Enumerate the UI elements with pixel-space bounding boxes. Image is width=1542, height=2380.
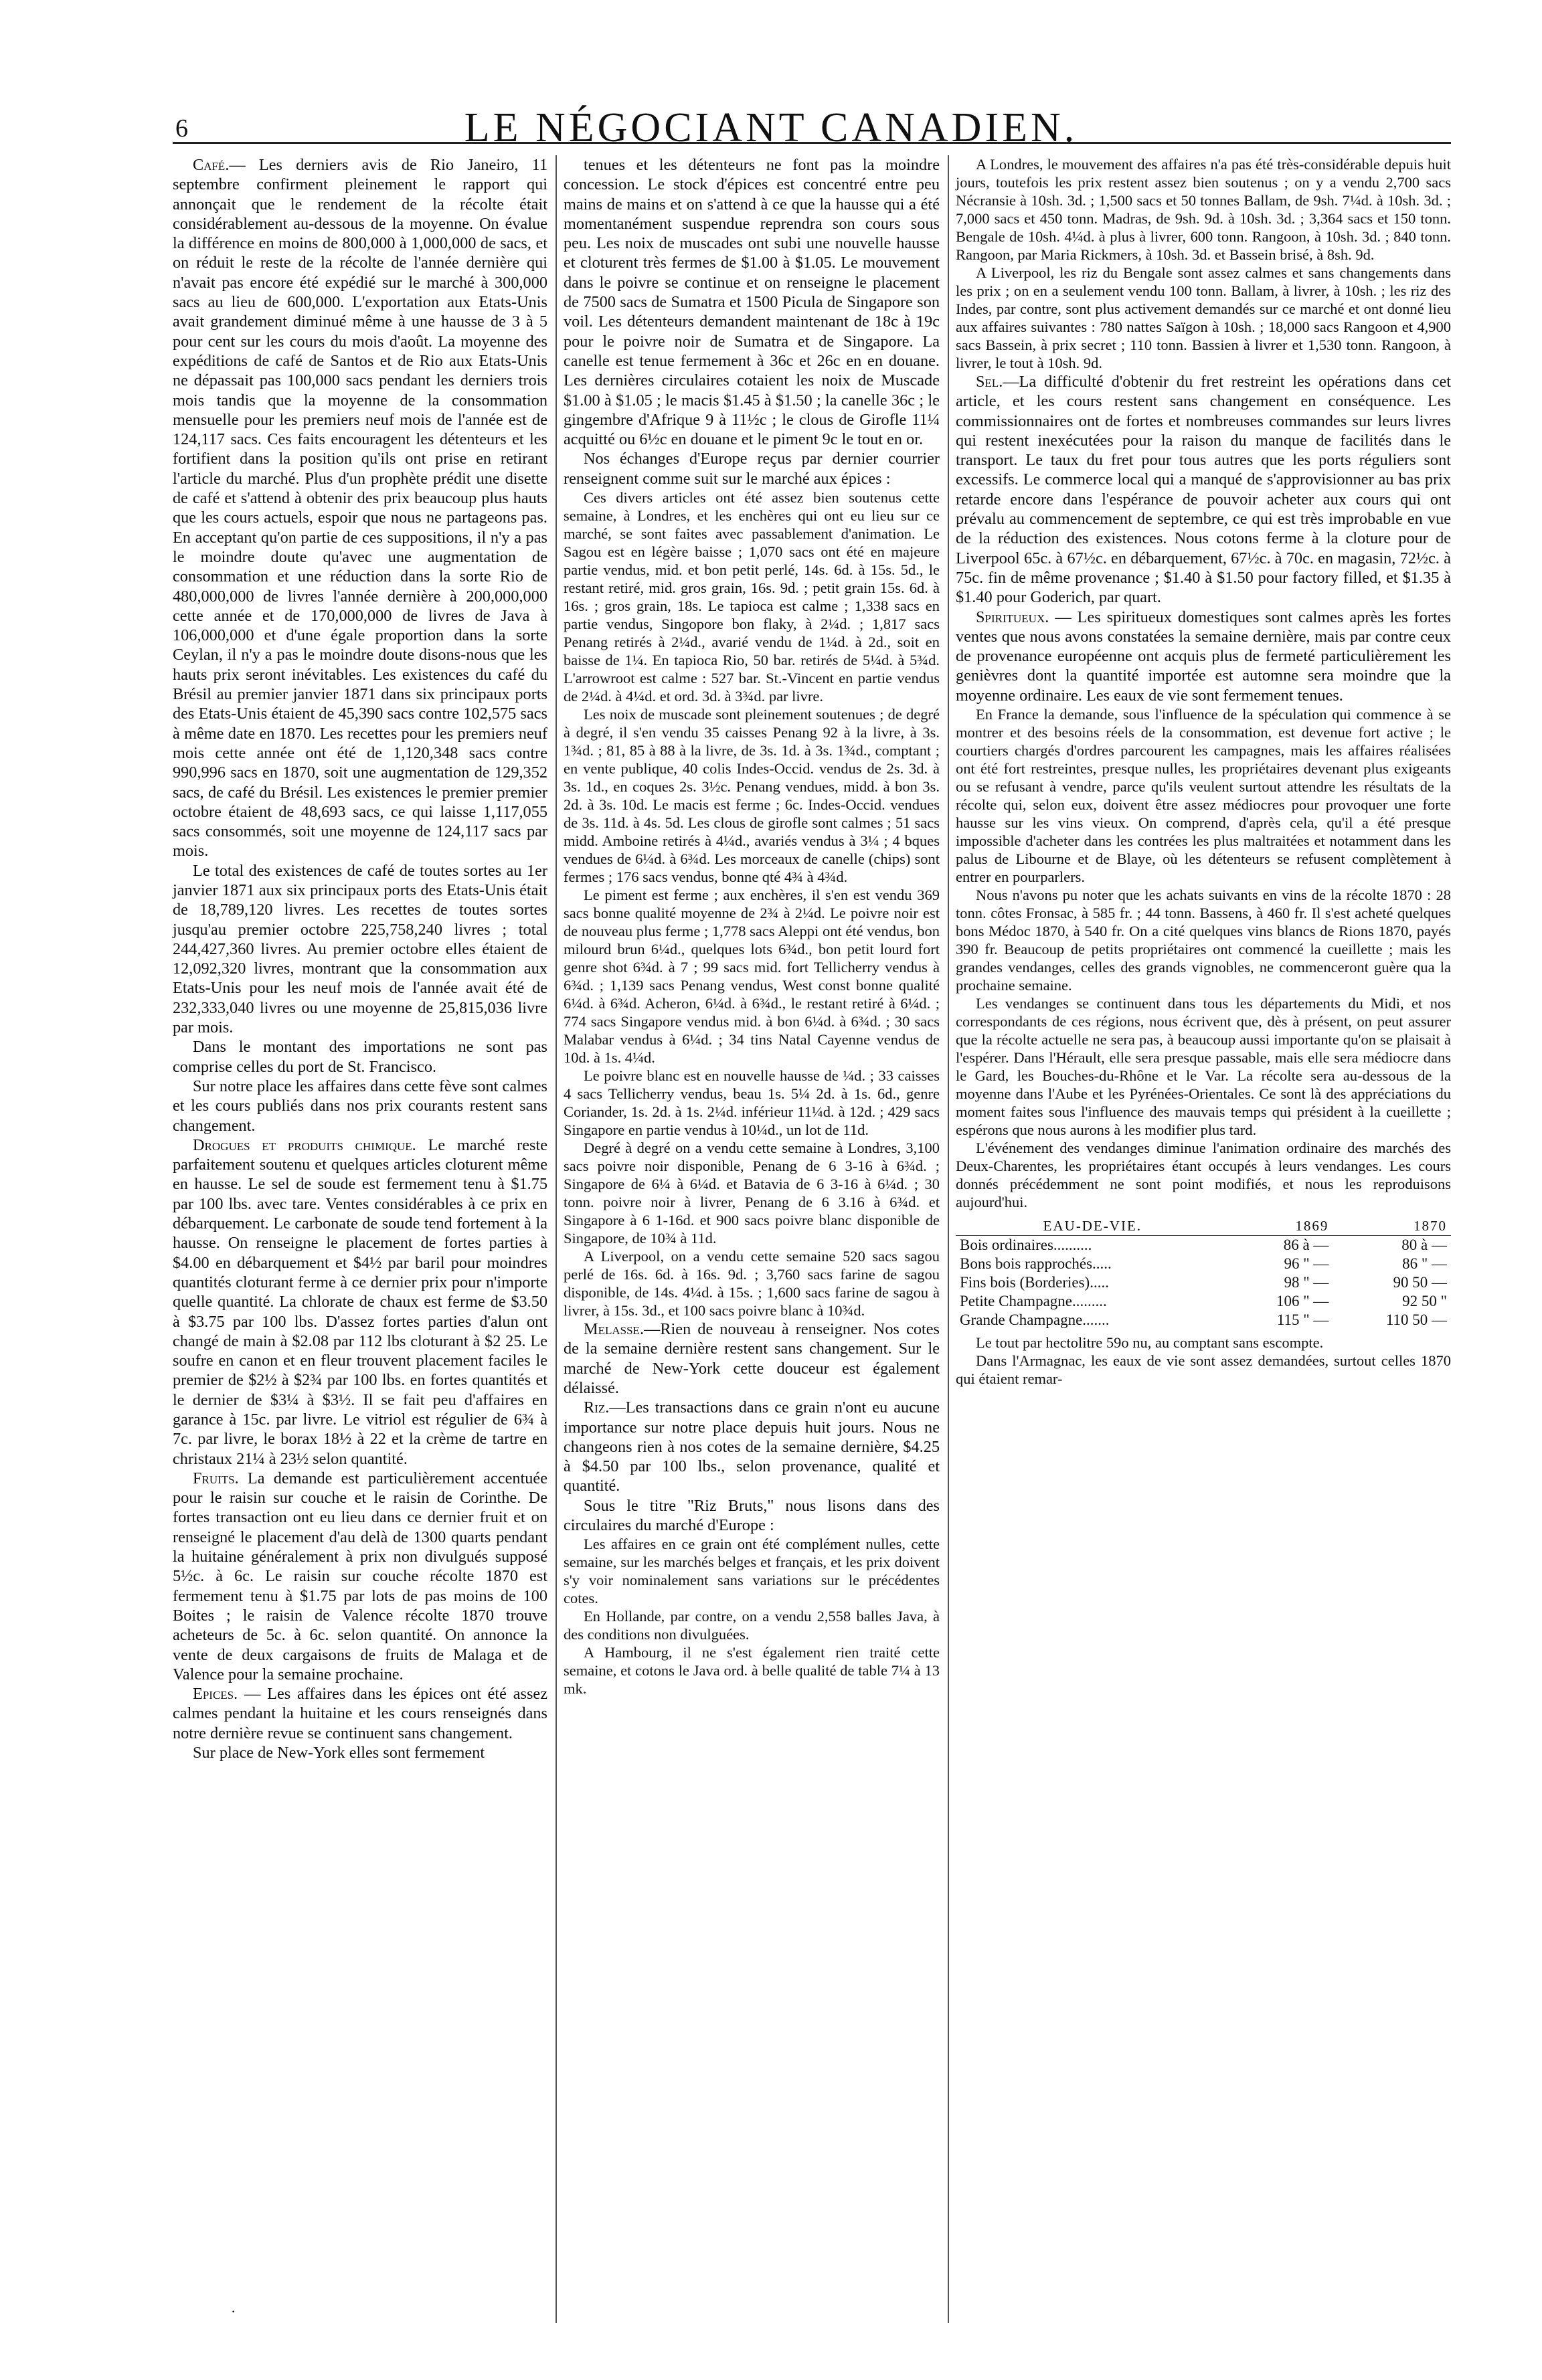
paragraph [956, 1334, 1451, 1352]
table-cell-v1: 96 " — [1284, 1255, 1329, 1273]
paragraph-text: tenues et les détenteurs ne font pas la moindre concession. Le stock d'épices est concentré entre peu mains de mains et on s'attend à ce que la hausse qui a été momentanément suspendue reprendra son cours sous peu. Les noix de muscades ont subi une nouvelle hausse et cloturent très fermes de $1.00 à $1.05. Le mouvement dans le poivre se continue et on renseigne le placement de 7500 sacs de Sumatra et 1500 Picula de Singapore son voil. Les détenteurs demandent maintenant de 18c à 19c pour le poivre noir de Sumatra et de Singapore. La canelle est tenue fermement à 36c et 26c en en douane. Les dernières circulaires cotaient les noix de Muscade $1.00 à $1.05 ; le macis $1.45 à $1.50 ; la canelle 36c ; le gingembre d'Afrique 9 à 11½c ; le clous de Girofle 11¼ acquitté ou 6½c en douane et le piment 9c le tout en or. [564, 156, 940, 449]
table-cell-v1: 106 " — [1276, 1293, 1329, 1310]
paragraph-text: Nous n'avons pu noter que les achats suivants en vins de la récolte 1870 : 28 tonn. côtes Fronsac, à 585 fr. ; 44 tonn. Bassens, à 460 fr. Il s'est acheté quelques bons Médoc 1870, à 540 fr. On a cité quelques vins blancs de Rions 1870, payés 390 fr. Beaucoup de petits propriétaires ont commencé la cueillette ; mais les grandes vendanges, celles des grands vignobles, ne commenceront guère qua la prochaine semaine. [956, 887, 1451, 994]
paragraph-text: —La difficulté d'obtenir du fret restreint les opérations dans cet article, et les cours restent sans changement en conséquence. Les commissionnaires ont de fortes et nombreuses commandes sur leurs livres qui restent inexécutées pour la raison du manque de facilités dans le transport. Le taux du fret pour tous autres que les ports réguliers sont excessifs. Le commerce local qui a manqué de s'approvisionner au bas prix retarde encore dans l'espérance de pouvoir acheter aux cours qui ont prévalu au commencement de septembre, ce qui est très improbable en vue de la réduction des existences. Nous cotons ferme à la cloture pour de Liverpool 65c. à 67½c. en débarquement, 67½c. à 70c. en magasin, 72½c. à 75c. fin de même provenance ; $1.40 à $1.50 pour factory filled, et $1.35 à $1.40 pour Goderich, par quart. [956, 373, 1451, 607]
paragraph-text: Sous le titre "Riz Bruts," nous lisons dans des circulaires du marché d'Europe : [564, 1496, 940, 1535]
section-heading: Spiritueux. [976, 608, 1049, 626]
paragraph [956, 705, 1451, 886]
paragraph [173, 1469, 547, 1684]
table-cell-name: Fins bois (Borderies)..... [960, 1274, 1109, 1291]
paragraph-text: Le poivre blanc est en nouvelle hausse de ¼d. ; 33 caisses 4 sacs Tellicherry vendus, beau 1s. 5¼ 2d. à 1s. 6d., genre Coriander, 1s. 2d. à 1s. 2¼d. inférieur 11¼d. à 12d. ; 429 sacs Singapore en partie vendus à 10¼d., un lot de 11d. [564, 1067, 940, 1139]
paragraph-text: —Rien de nouveau à renseigner. Nos cotes de la semaine dernière restent sans changement. Sur le marché de New-York cette douceur est également délaissé. [564, 1320, 940, 1397]
paragraph-text: — Les derniers avis de Rio Janeiro, 11 septembre confirment pleinement le rapport qui annonçait que le rendement de la récolte était considérablement au-dessous de la moyenne. On évalue la différence en moins de 800,000 à 1,000,000 de sacs, et on réduit le reste de la récolte de l'année dernière qui n'avait pas encore été expédié sur le marché à 300,000 sacs au lieu de 600,000. L'exportation aux Etats-Unis avait grandement diminué même à une hausse de 3 à 5 pour cent sur les cours du mois d'août. La moyenne des expéditions de café de Santos et de Rio aux Etats-Unis ne dépassait pas 100,000 sacs pendant les derniers trois mois tandis que la moyenne de la consommation mensuelle pour les premiers neuf mois de l'année est de 124,117 sacs. Ces faits encouragent les détenteurs et les fortifient dans la position qu'ils ont prise en retirant l'article du marché. Plus d'un prophète prédit une disette de café et s'attend à obtenir des prix beaucoup plus hauts que les cours actuels, espoir que nous ne partageons pas. En acceptant qu'on partie de ces suppositions, il n'y a pas le moindre doute qu'avec une augmentation de consommation et une réduction dans la sorte Rio de 480,000,000 de livres l'année dernière à 200,000,000 cette année et de 170,000,000 de livres de Java à 106,000,000 et d'une égale proportion dans la sorte Ceylan, il n'y a pas le moindre doute disons-nous que les hauts prix seront inévitables. Les existences du café du Brésil au premier janvier 1871 dans six principaux ports des Etats-Unis étaient de 45,390 sacs contre 102,575 sacs à même date en 1870. Les recettes pour les premiers neuf mois cette année ont été de 1,120,348 sacs contre 990,996 sacs en 1870, soit une augmentation de 129,352 sacs, de café du Brésil. Les existences le premier premier octobre étaient de 48,693 sacs, ce qui laisse 1,117,055 sacs consommés, soit une moyenne de 124,117 sacs par mois. [173, 156, 547, 860]
paragraph [564, 1398, 940, 1495]
section-heading: Sel. [976, 373, 1003, 391]
stray-mark: · [231, 2303, 236, 2320]
table-cell-name: Petite Champagne......... [960, 1293, 1107, 1310]
paragraph [564, 705, 940, 886]
paragraph-text: — Les affaires dans les épices ont été assez calmes pendant la huitaine et les cours renseignés dans notre dernière revue se continuent sans changement. [173, 1685, 547, 1742]
paragraph-text: Sur notre place les affaires dans cette fève sont calmes et les cours publiés dans nos prix courants restent sans changement. [173, 1077, 547, 1135]
section-heading: Fruits. [193, 1469, 239, 1487]
paragraph-text: Le tout par hectolitre 59o nu, au comptant sans escompte. [976, 1334, 1324, 1352]
table-cell-v1: 115 " — [1276, 1311, 1329, 1329]
paragraph-text: A Liverpool, on a vendu cette semaine 520 sacs sagou perlé de 16s. 6d. à 16s. 9d. ; 3,760 sacs farine de sagou disponible, de 14s. 4¼d. à 15s. ; 1,600 sacs farine de sagou à livrer, à 15s. 3d., et 100 sacs poivre blanc à 10¾d. [564, 1248, 940, 1319]
paragraph [564, 449, 940, 488]
paragraph-text: A Liverpool, les riz du Bengale sont assez calmes et sans changements dans les prix ; on en a seulement vendu 100 tonn. Ballam, à livrer, à 10sh. ; les riz des Indes, par contre, sont plus activement demandés sur ce marché et ont donné lieu aux affaires suivantes : 780 nattes Saïgon à 10sh. ; 18,000 sacs Rangoon et 4,900 sacs Bassein, à prix secret ; 110 tonn. Bassien à livrer et 1,530 tonn. Rangoon, à livrer, le tout à 10sh. 9d. [956, 264, 1451, 371]
table-header-year2: 1870 [1333, 1216, 1451, 1236]
paragraph [564, 1067, 940, 1139]
paragraph-text: Les vendanges se continuent dans tous les départements du Midi, et nos correspondants de ces régions, nous écrivent que, dès à présent, on peut assurer que la récolte actuelle ne sera pas, à beaucoup aussi importante qu'on se plaisait à l'espérer. Dans l'Hérault, elle sera presque passable, mais elle sera médiocre dans le Gard, les Bouches-du-Rhône et le Var. La récolte sera au-dessous de la moyenne dans l'Aube et les Pyrénées-Orientales. Ce sont là des appréciations du moment faites sous l'influence des mauvais temps qui président à la cueillette ; espérons que nous aurons à les modifier plus tard. [956, 995, 1451, 1139]
paragraph-text: En France la demande, sous l'influence de la spéculation qui commence à se montrer et des besoins réels de la consommation, est devenue fort active ; le courtiers chargés d'ordres parcourent les campagnes, mais les affaires réalisées ont été fort restreintes, presque nulles, les propriétaires devenant plus exigeants ou se refusant à vendre, parce qu'ils veulent surtout attendre les résultats de la récolte qui, selon eux, doivent être assez médiocres pour provoquer une forte hausse sur les vins vieux. On comprend, d'après cela, qu'il a été presque impossible d'acheter dans les contrées les plus maltraitées et notamment dans les palus de Libourne et de Blaye, où les détenteurs se refusent complètement à entrer en pourparlers. [956, 706, 1451, 886]
paragraph [956, 264, 1451, 372]
paragraph-text: L'événement des vendanges diminue l'animation ordinaire des marchés des Deux-Charentes, les propriétaires étant occupés à leurs vendanges. Les cours donnés précédemment ne sont point modifiés, et nous les reproduisons aujourd'hui. [956, 1139, 1451, 1211]
table-cell-v2: 80 à — [1401, 1237, 1447, 1254]
paragraph-text: Ces divers articles ont été assez bien soutenus cette semaine, à Londres, et les enchères qui ont eu lieu sur ce marché, se sont faites avec passablement d'animation. Le Sagou est en légère baisse ; 1,070 sacs ont été en majeure partie vendus, mid. et bon petit perlé, 14s. 6d. à 15s. 5d., le restant retiré, mid. gros grain, 16s. 9d. ; petit grain 15s. 6d. à 16s. ; gros grain, 18s. Le tapioca est calme ; 1,338 sacs en partie vendus, Singopore bon flaky, à 2¼d. ; 1,817 sacs Penang retirés à 2¼d., avarié vendu de 1¼d. à 2d., soit en baisse de 1¼. En tapioca Rio, 50 bar. retirés de 5¼d. à 5¾d. L'arrowroot est calme : 527 bar. St.-Vincent en partie vendus de 2¼d. à 4¼d. et ord. 3d. à 3¾d. par livre. [564, 489, 940, 705]
paragraph-text: Dans le montant des importations ne sont pas comprise celles du port de St. Francisco. [173, 1038, 547, 1076]
paragraph-text: Sur place de New-York elles sont fermement [193, 1744, 485, 1762]
paragraph-text: — Les spiritueux domestiques sont calmes après les fortes ventes que nous avons constatées la semaine dernière, mais par contre ceux de provenance européenne ont acquis plus de fermeté particulièrement les genièvres dont la quantité importée est automne sera moindre que la moyenne ordinaire. Les eaux de vie sont fermement tenues. [956, 608, 1451, 705]
paragraph-text: Nos échanges d'Europe reçus par dernier courrier renseignent comme suit sur le marché aux épices : [564, 450, 940, 488]
column-separator [948, 155, 949, 2323]
table-row [956, 1311, 1451, 1330]
table-cell-v2: 110 50 — [1385, 1311, 1447, 1329]
paragraph [564, 886, 940, 1067]
masthead-title: LE NÉGOCIANT CANADIEN. [464, 105, 1078, 151]
column-2 [564, 155, 940, 1698]
table-row [956, 1273, 1451, 1292]
paragraph-text: A Hambourg, il ne s'est également rien traité cette semaine, et cotons le Java ord. à belle qualité de table 7¼ à 13 mk. [564, 1644, 940, 1698]
eau-de-vie-table [956, 1216, 1451, 1330]
paragraph-text: En Hollande, par contre, on a vendu 2,558 balles Java, à des conditions non divulguées. [564, 1608, 940, 1643]
section-heading: Café. [193, 156, 230, 174]
section-heading: Melasse. [584, 1320, 645, 1339]
table-cell-name: Grande Champagne....... [960, 1311, 1110, 1329]
paragraph [564, 488, 940, 705]
table-cell-v2: 92 50 " [1402, 1293, 1447, 1310]
paragraph [173, 861, 547, 1038]
table-cell-v2: 86 " — [1402, 1255, 1447, 1273]
paragraph [956, 372, 1451, 608]
section-heading: Drogues et produits chimique. [193, 1135, 416, 1154]
paragraph [564, 1643, 940, 1698]
paragraph [956, 994, 1451, 1139]
paragraph [173, 1037, 547, 1077]
table-row [956, 1255, 1451, 1273]
table-cell-v1: 86 à — [1283, 1237, 1329, 1254]
column-3-text-after [956, 1334, 1451, 1388]
paragraph [173, 1684, 547, 1743]
table-cell-name: Bois ordinaires.......... [960, 1237, 1092, 1254]
paragraph [564, 155, 940, 449]
paragraph [173, 155, 547, 861]
paragraph [564, 1247, 940, 1319]
paragraph-text: Le total des existences de café de toutes sortes au 1er janvier 1871 aux six principaux ports des Etats-Unis était de 18,789,120 livres. Les recettes de toutes sortes jusqu'au premier octobre 225,758,240 livres ; total 244,427,360 livres. Au premier octobre elles étaient de 12,092,320 livres, montrant que la consommation aux Etats-Unis pour les neuf mois de l'année avait été de 232,333,040 livres ou une moyenne de 25,815,036 livre par mois. [173, 861, 547, 1037]
paragraph [956, 155, 1451, 264]
paragraph [173, 1135, 547, 1469]
page-header [0, 100, 1542, 154]
paragraph-text: Le piment est ferme ; aux enchères, il s'en est vendu 369 sacs bonne qualité moyenne de 2¾ à 2¼d. Le poivre noir est de nouveau plus ferme ; 1,778 sacs Aleppi ont été vendus, bon milourd brun 6¼d., quelques lots 6¾d., bon petit lourd fort genre shot 6¾d. à 7 ; 99 sacs mid. fort Tellicherry vendus à 6¾d. ; 1,139 sacs Penang vendus, West const bonne qualité 6¼d. à 6¾d. Acheron, 6¼d. à 6¾d., le restant retiré à 6¼d. ; 774 sacs Singapore vendus mid. à bon 6¼d. à 6¾d. ; 30 sacs Malabar vendus à 6¼d. ; 34 tins Natal Cayenne vendus de 10d. à 1s. 4¼d. [564, 887, 940, 1067]
paragraph [173, 1743, 547, 1762]
section-heading: Epices. [193, 1685, 238, 1704]
table-cell-v2: 90 50 — [1393, 1274, 1447, 1291]
table-header-year1: 1869 [1229, 1216, 1333, 1236]
paragraph-text: Dans l'Armagnac, les eaux de vie sont assez demandées, surtout celles 1870 qui étaient remar- [956, 1352, 1451, 1388]
paragraph-text: Les noix de muscade sont pleinement soutenues ; de degré à degré, il s'en vendu 35 caisses Penang 92 à la livre, à 3s. 1¾d. ; 81, 85 à 88 à la livre, de 3s. 1d. à 3s. 1¾d., comptant ; en vente publique, 40 colis Indes-Occid. vendus de 2s. 3d. à 3s. 1d., en coques 2s. 3½c. Penang vendues, midd. à bon 3s. 2d. à 3s. 10d. Le macis est ferme ; 6c. Indes-Occid. vendues de 3s. 11d. à 4s. 5d. Les clous de girofle sont calmes ; 51 sacs midd. Amboine retirés à 4¼d., avariés vendus à 3¼ ; 4 bques vendues de 6¼d. à 6¾d. Les morceaux de canelle (chips) sont fermes ; 176 sacs vendus, bonne qté 4¾ à 4¾d. [564, 706, 940, 886]
paragraph [956, 1352, 1451, 1388]
paragraph-text: Le marché reste parfaitement soutenu et quelques articles cloturent même en hausse. Le sel de soude est fermement tenu à $1.75 par 100 lbs. avec tare. Ventes considérables à ce prix en débarquement. Le carbonate de soude tend fortement à la hausse. On renseigne le placement de fortes parties à $4.00 en débarquement et $4½ par baril pour moindres quantités cloturant ferme à ce dernier prix pour n'importe quelle quantité. La chlorate de chaux est ferme de $3.50 à $3.75 par 100 lbs. D'assez fortes parties d'alun ont changé de main à $2.08 par 112 lbs cloturant à $2 25. Le soufre en canon et en fleur trouvent placement faciles le premier de $2½ à $2¾ par 100 lbs. en fortes quantités et le dernier de $3¼ à $3½. Il se fait peu d'affaires en garance à 15c. par livre. Le vitriol est régulier de 6¾ à 7c. par livre, le borax 18½ à 22 et la crème de tartre en christaux 21¼ à 23½ selon quantité. [173, 1135, 547, 1468]
table-row [956, 1236, 1451, 1255]
column-separator [555, 155, 557, 2323]
column-3 [956, 155, 1451, 1388]
paragraph [564, 1607, 940, 1643]
column-1 [173, 155, 547, 1762]
paragraph [956, 886, 1451, 994]
paragraph-text: A Londres, le mouvement des affaires n'a pas été très-considérable depuis huit jours, toutefois les prix restent assez bien soutenus ; on y a vendu 2,700 sacs Nécransie à 10sh. 3d. ; 1,500 sacs et 50 tonnes Ballam, de 9sh. 7¼d. à 10sh. 3d. ; 7,000 sacs et 450 tonn. Madras, de 9sh. 9d. à 10sh. 3d. ; 3,364 sacs et 150 tonn. Bengale de 10sh. 4¼d. à plus à livrer, 600 tonn. Rangoon, à 10sh. 3d. ; 840 tonn. Rangoon, par Maria Rickmers, à 10sh. 3d. et Bassein brisé, à 8sh. 9d. [956, 156, 1451, 263]
table-cell-name: Bons bois rapprochés..... [960, 1255, 1112, 1273]
paragraph [564, 1319, 940, 1398]
paragraph-text: Degré à degré on a vendu cette semaine à Londres, 3,100 sacs poivre noir disponible, Penang de 6 3-16 à 6¾d. ; Singapore de 6¼ à 6¼d. et Batavia de 6 3-16 à 6¼d. ; 30 tonn. poivre noir à livrer, Penang de 6 3.16 à 6¾d. et Singapore à 6 1-16d. et 900 sacs poivre blanc disponible de Singapore, de 10¾ à 11d. [564, 1139, 940, 1247]
table-header-label: EAU-DE-VIE. [956, 1216, 1229, 1236]
paragraph [564, 1496, 940, 1536]
column-3-text [956, 155, 1451, 1211]
paragraph [956, 608, 1451, 705]
page-number: 6 [175, 114, 188, 143]
paragraph-text: —Les transactions dans ce grain n'ont eu aucune importance sur notre place depuis huit jours. Nous ne changeons rien à nos cotes de la semaine dernière, $4.25 à $4.50 par 100 lbs., selon provenance, qualité et quantité. [564, 1398, 940, 1495]
section-heading: Riz. [584, 1398, 610, 1417]
paragraph [564, 1139, 940, 1247]
table-cell-v1: 98 " — [1284, 1274, 1329, 1291]
paragraph-text: Les affaires en ce grain ont été complément nulles, cette semaine, sur les marchés belges et français, et les prix doivent s'y voir nominalement sans variations sur le précédentes cotes. [564, 1536, 940, 1607]
header-rule [173, 142, 1451, 144]
paragraph-text: La demande est particulièrement accentuée pour le raisin sur couche et le raisin de Corinthe. De fortes transaction ont eu lieu dans ce dernier fruit et on renseigné le placement d'au delà de 1300 quarts pendant la huitaine généralement à prix non divulgués supposé 5½c. à 6c. Le raisin sur couche récolte 1870 est fermement tenu à $1.75 par lots de pas moins de 100 Boites ; le raisin de Valence récolte 1870 trouve acheteurs de 5c. à 6c. selon quantité. On annonce la vente de deux cargaisons de fruits de Malaga et de Valence pour la semaine prochaine. [173, 1469, 547, 1683]
table-row [956, 1292, 1451, 1311]
paragraph [956, 1139, 1451, 1211]
paragraph [173, 1077, 547, 1135]
paragraph [564, 1535, 940, 1607]
